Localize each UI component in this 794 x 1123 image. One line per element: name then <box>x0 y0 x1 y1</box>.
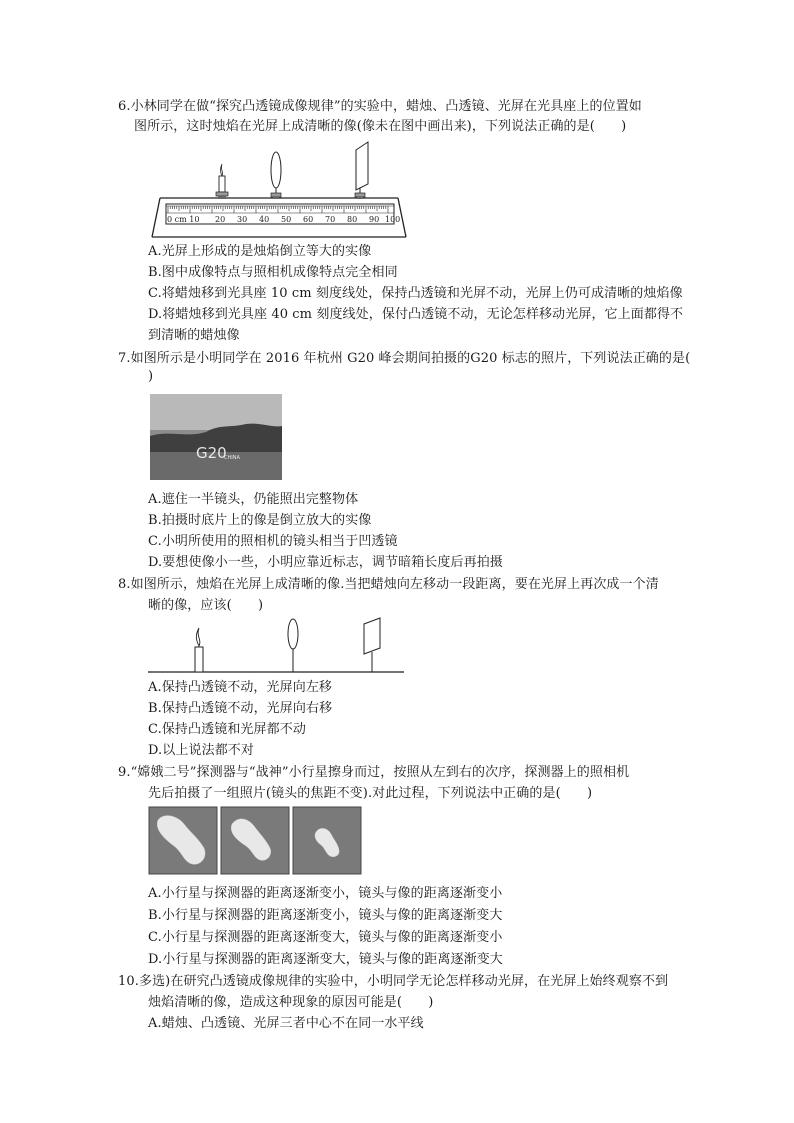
q8-option-d: D.以上说法都不对 <box>148 743 254 758</box>
ruler-label-30: 30 <box>237 215 248 224</box>
q9-stem-line1: 9.“嫦娥二号”探测器与“战神”小行星擦身而过，按照从左到右的次序，探测器上的照相机 <box>118 765 630 780</box>
q7-option-b: B.拍摄时底片上的像是倒立放大的实像 <box>148 513 372 528</box>
q6-option-b: B.图中成像特点与照相机成像特点完全相同 <box>148 265 398 280</box>
g20-logo-subtext: CHINA <box>224 455 240 461</box>
q8-stem-line1: 8.如图所示，烛焰在光屏上成清晰的像.当把蜡烛向左移动一段距离，要在光屏上再次成一个清 <box>118 577 659 592</box>
q9-stem-line2: 先后拍摄了一组照片(镜头的焦距不变).对此过程，下列说法中正确的是( ) <box>148 786 593 801</box>
q9-option-c: C.小行星与探测器的距离逐渐变大，镜头与像的距离逐渐变小 <box>148 930 503 945</box>
optical-bench-figure <box>150 140 410 240</box>
q9-option-a: A.小行星与探测器的距离逐渐变小，镜头与像的距离逐渐变小 <box>148 886 503 901</box>
ruler-label-50: 50 <box>281 215 292 224</box>
q6-stem-line2: 图所示，这时烛焰在光屏上成清晰的像(像未在图中画出来)，下列说法正确的是( ) <box>134 119 627 134</box>
candle-icon <box>195 628 203 672</box>
ruler-label-90: 90 <box>369 215 380 224</box>
q6-option-c: C.将蜡烛移到光具座 10 cm 刻度线处，保持凸透镜和光屏不动，光屏上仍可成清晰的烛焰像 <box>148 286 683 301</box>
asteroid-photos <box>148 806 364 876</box>
ruler-label-100: 100 <box>385 215 401 224</box>
q6-option-a: A.光屏上形成的是烛焰倒立等大的实像 <box>148 244 372 259</box>
light-screen-icon <box>364 618 380 672</box>
asteroid-photo-3 <box>293 807 361 874</box>
q7-stem-line2: ) <box>148 369 154 384</box>
ruler-label-40: 40 <box>259 215 270 224</box>
asteroid-photo-1 <box>149 807 217 874</box>
q7-option-c: C.小明所使用的照相机的镜头相当于凹透镜 <box>148 534 398 549</box>
q6-option-d-line2: 到清晰的蜡烛像 <box>148 328 240 343</box>
q6-stem-line1: 6.小林同学在做“探究凸透镜成像规律”的实验中，蜡烛、凸透镜、光屏在光具座上的位置如 <box>118 99 642 114</box>
q7-stem-line1: 7.如图所示是小明同学在 2016 年杭州 G20 峰会期间拍摄的G20 标志的照片，下列说法正确的是( <box>118 351 691 366</box>
q8-stem-line2: 晰的像，应该( ) <box>148 598 264 613</box>
q9-option-b: B.小行星与探测器的距离逐渐变小，镜头与像的距离逐渐变大 <box>148 908 503 923</box>
q8-option-c: C.保持凸透镜和光屏都不动 <box>148 722 306 737</box>
q10-option-a: A.蜡烛、凸透镜、光屏三者中心不在同一水平线 <box>148 1016 424 1031</box>
q7-option-d: D.要想使像小一些，小明应靠近标志，调节暗箱长度后再拍摄 <box>148 555 503 570</box>
candle-lens-screen-figure <box>148 616 408 676</box>
ruler-label-80: 80 <box>347 215 358 224</box>
q6-option-d-line1: D.将蜡烛移到光具座 40 cm 刻度线处，保付凸透镜不动，无论怎样移动光屏，它上面都得不 <box>148 307 684 322</box>
light-screen-icon <box>355 142 368 199</box>
q10-stem-line1: 10.多选)在研究凸透镜成像规律的实验中，小明同学无论怎样移动光屏，在光屏上始终观察不到 <box>118 974 669 989</box>
q10-stem-line2: 烛焰清晰的像，造成这种现象的原因可能是( ) <box>148 995 434 1010</box>
g20-logo-text: G20 <box>196 444 227 462</box>
ruler-label-0: 0 cm 10 <box>167 215 200 224</box>
ruler-label-20: 20 <box>215 215 226 224</box>
candle-icon <box>216 164 228 199</box>
q9-option-d: D.小行星与探测器的距离逐渐变大，镜头与像的距离逐渐变大 <box>148 952 503 967</box>
q8-option-b: B.保持凸透镜不动，光屏向右移 <box>148 701 333 716</box>
ruler-label-60: 60 <box>303 215 314 224</box>
asteroid-photo-2 <box>221 807 289 874</box>
convex-lens-icon <box>271 152 281 199</box>
q7-option-a: A.遮住一半镜头，仍能照出完整物体 <box>148 492 359 507</box>
q8-option-a: A.保持凸透镜不动，光屏向左移 <box>148 680 333 695</box>
g20-photo <box>150 394 282 480</box>
ruler-label-70: 70 <box>325 215 336 224</box>
convex-lens-icon <box>288 619 298 672</box>
